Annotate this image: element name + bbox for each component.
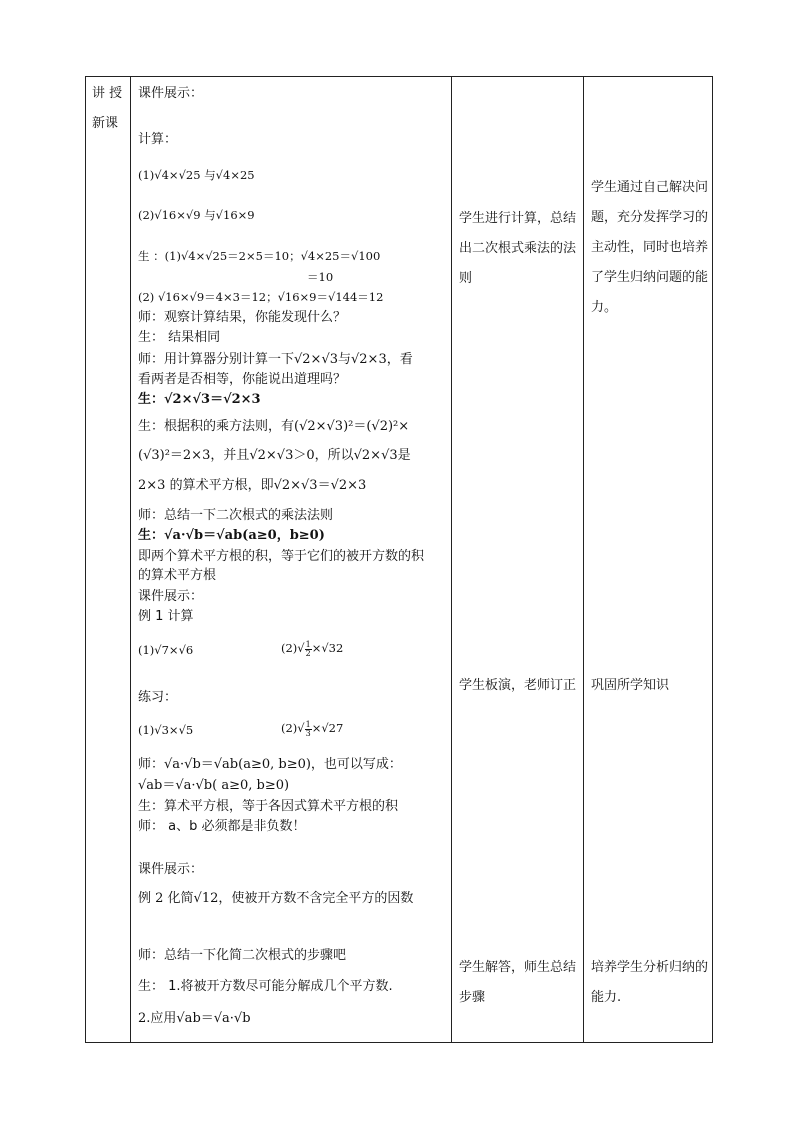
fraction: $\frac{1}{3}$	[305, 719, 311, 738]
example-2: 例 2 化简√12，使被开方数不含完全平方的因数	[138, 891, 414, 906]
example-1-item-1: (1)√7×√6	[138, 643, 194, 657]
teacher-question-1: 师：观察计算结果，你能发现什么？	[138, 310, 347, 325]
student-reasoning-b: (√3)²＝2×3，并且√2×√3＞0，所以√2×√3是	[138, 448, 411, 463]
teacher-summary-prompt: 师：总结一下二次根式的乘法法则	[138, 508, 334, 523]
design-intent-3: 培养学生分析归纳的能力.	[591, 960, 709, 1005]
rule-explanation-b: 的算术平方根	[138, 568, 217, 583]
student-reply-1: 生： 结果相同	[138, 330, 221, 345]
calc-item-2: (2)√16×√9 与√16×9	[138, 208, 255, 222]
rule-explanation-a: 即两个算术平方根的积，等于它们的被开方数的积	[138, 549, 425, 564]
student-step-1: 生： 1.将被开方数尽可能分解成几个平方数.	[138, 979, 393, 994]
courseware-heading-3: 课件展示：	[138, 862, 204, 877]
student-restatement: 生：算术平方根，等于各因式算术平方根的积	[138, 799, 399, 814]
teaching-process-cell	[131, 77, 452, 1043]
teacher-question-2b: 看两者是否相等，你能说出道理吗？	[138, 372, 347, 387]
section-label-cell	[86, 77, 131, 1043]
student-answer-1: 生 ：(1)√4×√25＝2×5＝10；√4×25＝√100	[138, 249, 381, 263]
example-1-item-2: (2)√ $\frac{1}{2}$ ×√32	[281, 639, 344, 658]
student-reasoning-a: 生：根据积的乘方法则，有(√2×√3)²＝(√2)²×	[138, 419, 410, 434]
student-activity-2: 学生板演，老师订正	[459, 678, 577, 693]
student-reply-2: 生：√2×√3＝√2×3	[138, 392, 261, 407]
design-intent-1: 学生通过自己解决问题，充分发挥学习的主动性，同时也培养了学生归纳问题的能力。	[591, 180, 709, 315]
section-label-line2: 新课	[92, 116, 119, 131]
teacher-rewrite-a: 师：√a·√b＝√ab(a≥0, b≥0)，也可以写成：	[138, 757, 402, 772]
design-intent-2: 巩固所学知识	[591, 678, 670, 693]
design-intent-cell	[584, 77, 713, 1043]
example-1-heading: 例 1 计算	[138, 609, 194, 624]
courseware-heading-2: 课件展示：	[138, 589, 204, 604]
calc-heading: 计算：	[138, 132, 178, 147]
fraction: $\frac{1}{2}$	[305, 639, 311, 658]
lesson-plan-table	[85, 76, 713, 1043]
teacher-rewrite-b: √ab＝√a·√b( a≥0, b≥0)	[138, 778, 290, 793]
student-answer-1b: ＝10	[307, 270, 334, 284]
section-label-line1: 讲 授	[92, 86, 123, 101]
student-reasoning-c: 2×3 的算术平方根，即√2×√3＝√2×3	[138, 478, 367, 493]
student-activity-cell	[452, 77, 584, 1043]
teacher-question-2a: 师：用计算器分别计算一下√2×√3与√2×3，看	[138, 352, 413, 367]
practice-heading: 练习：	[138, 690, 178, 705]
practice-item-1: (1)√3×√5	[138, 723, 194, 737]
student-answer-2: (2) √16×√9＝4×3＝12；√16×9＝√144＝12	[138, 290, 384, 304]
teacher-summary-steps: 师：总结一下化简二次根式的步骤吧	[138, 948, 347, 963]
calc-item-1: (1)√4×√25 与√4×25	[138, 168, 255, 182]
practice-item-2: (2)√ $\frac{1}{3}$ ×√27	[281, 719, 344, 738]
student-activity-3: 学生解答，师生总结步骤	[459, 960, 577, 1005]
student-activity-1: 学生进行计算，总结出二次根式乘法的法则	[459, 211, 577, 286]
table-row	[86, 77, 713, 1043]
student-step-2: 2.应用√ab＝√a·√b	[138, 1011, 251, 1026]
multiplication-rule: 生：√a·√b＝√ab(a≥0，b≥0)	[138, 528, 325, 543]
courseware-heading: 课件展示：	[138, 86, 204, 101]
teacher-note: 师： a、b 必须都是非负数！	[138, 819, 306, 834]
